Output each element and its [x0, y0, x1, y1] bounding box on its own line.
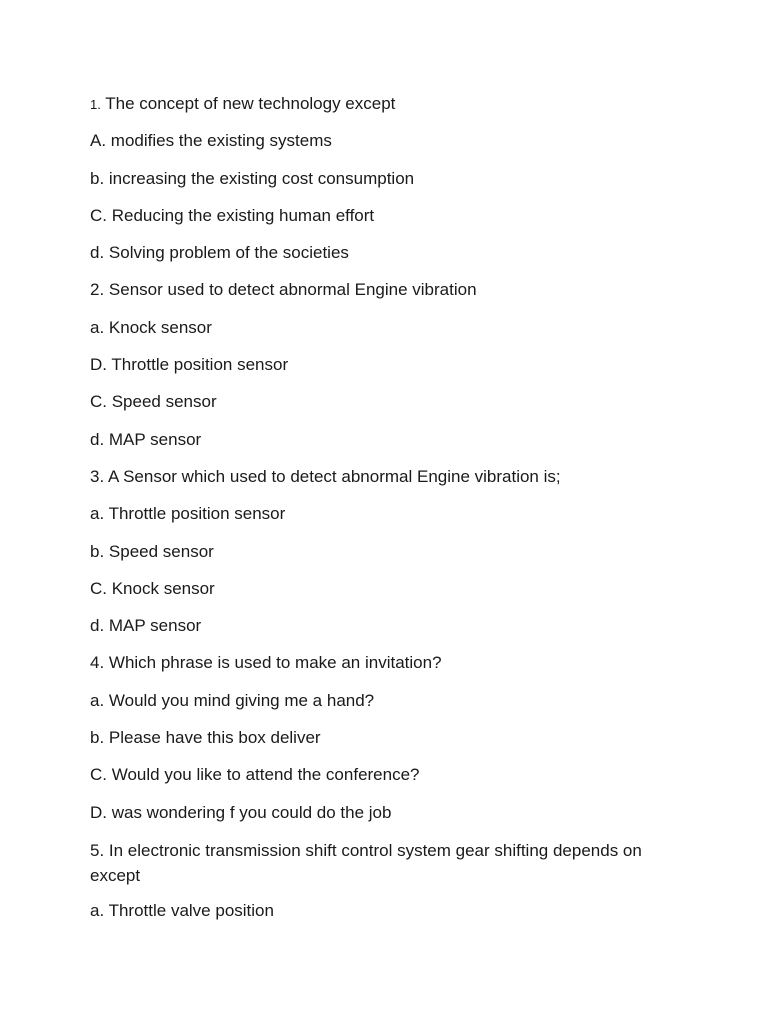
option-line: C. Would you like to attend the conference?: [90, 765, 420, 785]
question-4: 4. Which phrase is used to make an invitation?: [90, 653, 442, 673]
option-line: D. Throttle position sensor: [90, 355, 289, 375]
option-line: C. Knock sensor: [90, 578, 215, 598]
option-line: a. Knock sensor: [90, 317, 212, 337]
option-line: b. increasing the existing cost consumption: [90, 168, 415, 188]
option-line: d. MAP sensor: [90, 429, 202, 449]
question-2: 2. Sensor used to detect abnormal Engine vibration: [90, 280, 477, 300]
option-line: C. Reducing the existing human effort: [90, 205, 375, 225]
question-3: 3. A Sensor which used to detect abnormal Engine vibration is;: [90, 466, 561, 486]
option-line: C. Speed sensor: [90, 392, 217, 412]
option-line: A. modifies the existing systems: [90, 131, 332, 151]
question-1-number: 1.: [90, 97, 101, 112]
option-line: d. Solving problem of the societies: [90, 243, 349, 263]
option-line: D. was wondering f you could do the job: [90, 802, 392, 822]
option-line: b. Speed sensor: [90, 541, 214, 561]
option-line: b. Please have this box deliver: [90, 728, 321, 748]
option-line: d. MAP sensor: [90, 616, 202, 636]
option-line: a. Throttle valve position: [90, 900, 274, 920]
question-5: 5. In electronic transmission shift control system gear shifting depends on except: [90, 840, 642, 885]
option-line: a. Would you mind giving me a hand?: [90, 690, 375, 710]
question-1-text: The concept of new technology except: [100, 94, 396, 113]
question-1: [90, 93, 690, 115]
document-page: [90, 93, 690, 937]
option-line: a. Throttle position sensor: [90, 504, 286, 524]
